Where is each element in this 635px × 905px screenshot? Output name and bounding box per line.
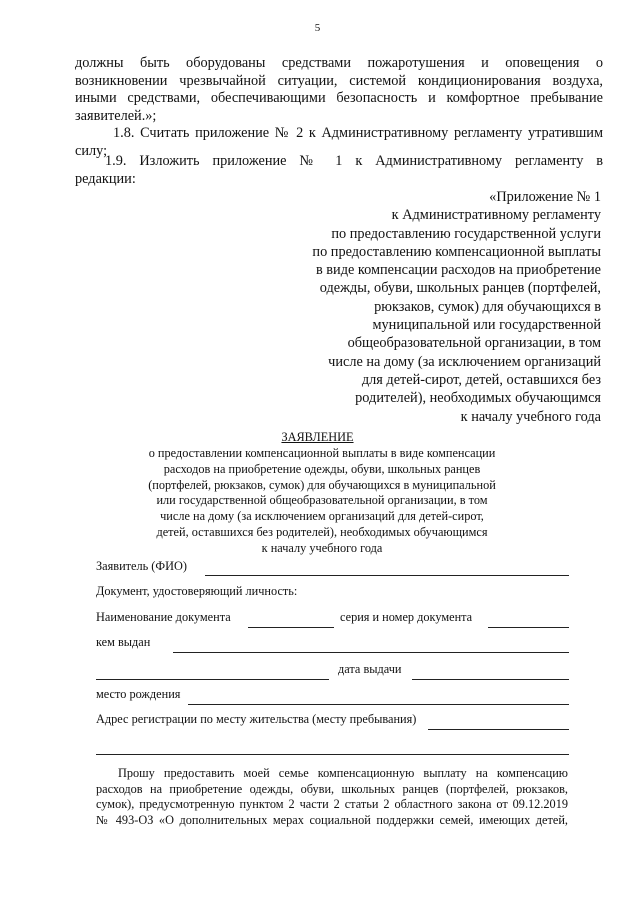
request-paragraph <box>96 766 568 828</box>
issue-date-field[interactable] <box>412 679 569 680</box>
request-line: Прошу предоставить моей семье компенсационную выплату на компенсацию <box>118 766 568 780</box>
form-subtitle-line: к началу учебного года <box>261 540 383 555</box>
form-title: ЗАЯВЛЕНИЕ <box>281 430 354 444</box>
item-1-8-line: силу; <box>75 142 108 159</box>
form-subtitle-line: числе на дому (за исключением организаций для детей-сирот, <box>160 509 484 524</box>
appendix-line: по предоставлению государственной услуги <box>331 225 601 242</box>
intro-line: должны быть оборудованы средствами пожаротушения и оповещения о <box>75 55 603 71</box>
id-document-label: Документ, удостоверяющий личность: <box>96 584 298 598</box>
appendix-line: рюкзаков, сумок) для обучающихся в <box>374 298 601 315</box>
issued-by-field[interactable] <box>173 652 569 653</box>
form-subtitle-line: (портфелей, рюкзаков, сумок) для обучающихся в муниципальной <box>148 477 496 492</box>
appendix-line: к началу учебного года <box>460 408 601 425</box>
request-line: № 493-ОЗ «О дополнительных мерах социальной поддержки семей, имеющих детей, <box>96 812 568 827</box>
form-subtitle <box>112 446 532 557</box>
form-subtitle-line: расходов на приобретение одежды, обуви, школьных ранцев <box>163 461 481 476</box>
appendix-line: в виде компенсации расходов на приобретение <box>315 262 601 279</box>
appendix-line: числе на дому (за исключением организаций <box>328 353 601 370</box>
item-1-9 <box>75 153 603 188</box>
intro-paragraph <box>75 55 603 125</box>
request-line: сумок), предусмотренную пунктом 2 части 2 статьи 2 областного закона от 09.12.2019 <box>96 797 568 812</box>
issued-by-field-continued[interactable] <box>96 679 329 680</box>
registration-address-field[interactable] <box>428 729 569 730</box>
appendix-line: общеобразовательной организации, в том <box>347 335 601 352</box>
intro-line: иными средствами, обеспечивающими безопасность и комфортное пребывание <box>75 90 603 106</box>
appendix-line: к Административному регламенту <box>391 207 601 224</box>
document-name-label: Наименование документа <box>96 610 231 624</box>
form-subtitle-line: детей, оставшихся без родителей), необходимых обучающимся <box>156 524 488 539</box>
birth-place-label: место рождения <box>96 687 181 701</box>
intro-line: возникновении чрезвычайной ситуации, системой кондиционирования воздуха, <box>75 72 603 89</box>
appendix-header <box>271 188 601 426</box>
issue-date-label: дата выдачи <box>338 662 402 676</box>
series-number-field[interactable] <box>488 627 569 628</box>
issued-by-label: кем выдан <box>96 635 151 649</box>
item-1-8-line: 1.8. Считать приложение № 2 к Административному регламенту утратившим <box>113 125 603 141</box>
appendix-line: родителей), необходимых обучающимся <box>355 390 601 407</box>
birth-place-field[interactable] <box>188 704 569 705</box>
registration-address-field-continued[interactable] <box>96 754 569 755</box>
appendix-line: муниципальной или государственной <box>372 317 601 334</box>
form-subtitle-line: о предоставлении компенсационной выплаты в виде компенсации <box>148 446 496 460</box>
appendix-line: «Приложение № 1 <box>489 189 601 205</box>
request-line: расходов на приобретение одежды, обуви, школьных ранцев (портфелей, рюкзаков, <box>96 781 568 796</box>
registration-address-label: Адрес регистрации по месту жительства (месту пребывания) <box>96 712 417 726</box>
applicant-field[interactable] <box>205 575 569 576</box>
appendix-line: для детей-сирот, детей, оставшихся без <box>361 371 601 388</box>
appendix-line: одежды, обуви, школьных ранцев (портфелей, <box>319 280 601 297</box>
form-subtitle-line: или государственной общеобразовательной организации, в том <box>156 493 488 508</box>
page-number: 5 <box>314 22 321 34</box>
appendix-line: по предоставлению компенсационной выплаты <box>312 243 601 260</box>
document-name-field[interactable] <box>248 627 334 628</box>
series-number-label: серия и номер документа <box>340 610 473 624</box>
intro-line: заявителей.»; <box>75 107 157 124</box>
item-1-9-line: редакции: <box>75 170 136 187</box>
applicant-label: Заявитель (ФИО) <box>96 559 187 573</box>
item-1-9-line: 1.9. Изложить приложение № 1 к Административному регламенту в <box>105 153 603 169</box>
